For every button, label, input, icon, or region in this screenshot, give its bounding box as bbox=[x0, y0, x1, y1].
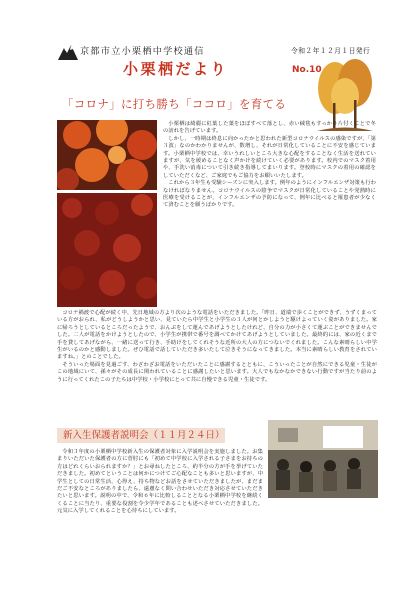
article1-body-lower bbox=[57, 310, 377, 384]
headline-corona: 「コロナ」に打ち勝ち「ココロ」を育てる bbox=[62, 97, 287, 111]
issue-date: 令和２年１２月１日発行 bbox=[291, 47, 371, 55]
mountain-logo-icon bbox=[57, 42, 79, 62]
paragraph: コロナ禍渡で心配が続く中、先日地域の方より次のような電話をいただきました。「昨日、道端で歩くことができず、うずくまっている方がおられ、私がどうしようかと思い、見ていたら中学生と小学生の３人が何とかしようと駆けよっていく姿がありました。家に帰ろうとしているところだったようで、おんぶをして運んであげようとしたけれど、自分の力が小さくて運ぶことができませんでした。二人が電話をかけようとしたので、小学生が携帯で番号を調べてかけてあげようとしていました。最終的には、家の近くまで手を貸してあげながら、一緒に送って行き、手助けをしてくれそうな近所の大人の方につないでくれました。こんな素晴らしい中学生がいるのかと感動しました。ぜひ電話で話していただき多いたして泣きそうになってきました。本当に素晴らしい教育をされていますね。」とのことでした。 bbox=[57, 310, 377, 361]
article1-body-upper bbox=[163, 121, 376, 210]
maple-leaves-photo bbox=[57, 120, 157, 190]
paragraph: しかし、一時期は終息に向かったかと思われた新型コロナウイルスの感染ですが、「第３波」なのかわかりませんが、数増し、それが日常化していることに不安を感じています。小栗栖中学校では、幸いうれしいところ大きな心配をすることなく生活を送れていますが、気を緩めることなく声かけを続けていく必要があります。校内でのマスク着用や、手洗い消毒について引き続き指導してまいります。登校時にマスクの着用の確認をしていただくなど、ご家庭でもご協力をお願いいたします。 bbox=[163, 135, 376, 179]
headline-text: 新入生保護者説明会（１１月２４日） bbox=[63, 430, 225, 441]
fallen-leaves-photo bbox=[57, 193, 157, 307]
paragraph: そういった場面を見過ごす、わざわざお電話をいただいたことに感謝するとともに、こういったことが自然にできる児童・生徒がこの地域にいて、孫々がその成長に関われていることに感謝したいと思います。大人でもなかなかできない行動ですが当たり前のように行ってくれたこの子たちは中学校・小学校にとって共に自慢できる児童・生徒です。 bbox=[57, 361, 377, 383]
paragraph: これから３年生も受験シーズンに突入します。例年のようにインフルエンザ対策も行わなければなりません。コロナウイルスの陰争でマスクが日常化していることや発熱時に医療を受けることが、インフルエンザの予防になって、例年に比べると罹患者が少なくて済むことを願うばかりです。 bbox=[163, 180, 376, 209]
issue-number: No.10 bbox=[292, 65, 322, 75]
article2-body bbox=[57, 449, 263, 516]
school-logo bbox=[57, 42, 79, 62]
paragraph: 小栗栖は綺麗に紅葉した葉をほぼすべて落とし、赤い絨毯もすっかり片付くことで冬の訪れを告げています。 bbox=[163, 121, 376, 135]
newsletter-title: 小栗栖だより bbox=[123, 60, 229, 78]
paragraph: 令和３年度の小栗栖中学校新入生の保護者対象に入学説明会を実施しました。お集まりいただいた保護者の方に菅肘にも「初めて中学校に入学される子さまをお持ちの方はどれくらいおられますか？」とお尋ねしたところ、約半分の方が手を挙げていただきました。初めてということは何かにつけてご心配なことも多いと思いますが、中学生としての日常生活、心得え、持ち物などお話をさせていただきましたが、まだまだご不安なところがありましたら、遠慮なく問い合わせいただき対応させていただきたいと思います。説明の中で、令和６年に比較しることとなる小栗栖中学校を継続くくることに当たり、重要な役割を令少学年であることも述べさせていただきました。元気に入学してくれることを心待ちにしています。 bbox=[57, 449, 263, 515]
classroom-photo bbox=[268, 420, 378, 498]
school-name: 京都市立小栗栖中学校通信 bbox=[80, 46, 205, 57]
headline-parents-meeting bbox=[57, 428, 225, 443]
